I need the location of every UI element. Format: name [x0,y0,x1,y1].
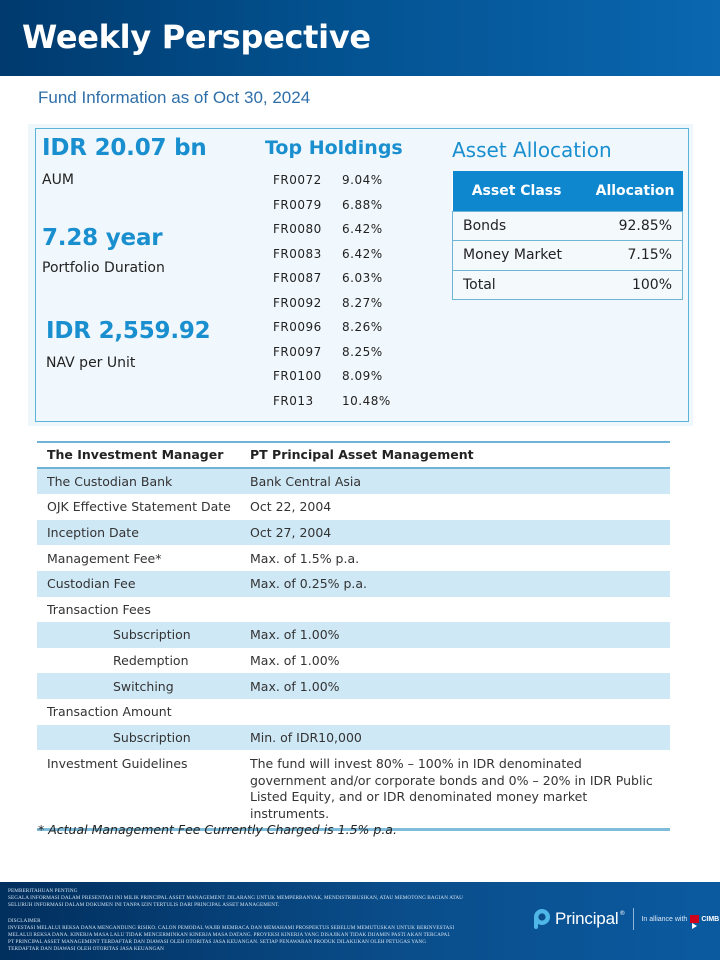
holding-row [273,168,423,193]
detail-label: Investment Guidelines [47,756,188,772]
holding-name: FR0096 [273,320,322,335]
holding-pct: 10.48% [342,393,391,408]
holding-pct: 6.88% [342,197,383,212]
important-notice [8,888,463,909]
detail-value: PT Principal Asset Management [250,447,474,463]
allocation-cell: 7.15% [581,241,683,271]
detail-row-custodian-fee [37,571,670,597]
holding-row [273,193,423,218]
nav-value: IDR 2,559.92 [46,318,211,344]
detail-value: Min. of IDR10,000 [250,729,362,745]
alliance-text: In alliance with [641,915,688,923]
allocation-cell: 100% [581,270,683,300]
disclaimer-title: DISCLAIMER [8,918,41,924]
detail-value: Max. of 1.00% [250,678,340,694]
detail-label: Management Fee* [47,550,162,566]
holding-name: FR0072 [273,173,322,188]
detail-row-transaction-amount [37,699,670,725]
detail-label: Redemption [113,653,189,669]
holding-row [273,266,423,291]
holding-pct: 6.42% [342,222,383,237]
detail-value: The fund will invest 80% – 100% in IDR denominated government and/or corporate bonds and 0% – 20% in IDR Public Listed Equity, and or IDR denominated money market instruments. [250,756,653,821]
detail-value: Max. of 1.00% [250,653,340,669]
detail-value: Bank Central Asia [250,473,362,489]
detail-row-min-subscription [37,725,670,751]
disclaimer-text: INVESTASI MELALUI REKSA DANA MENGANDUNG RISIKO. CALON PEMODAL WAJIB MEMBACA DAN MEMAHAMI PROSPEKTUS SEBELUM MEMUTUSKAN UNTUK BERINVESTASI [8,925,455,931]
page-title: Weekly Perspective [22,18,371,56]
logo-divider [633,908,634,930]
detail-row-investment-manager [37,443,670,469]
allocation-total-row [453,270,683,300]
detail-value: Max. of 1.5% p.a. [250,550,360,566]
holding-name: FR0092 [273,295,322,310]
principal-logo [533,907,719,931]
detail-label: Transaction Fees [47,601,151,617]
holding-pct: 9.04% [342,173,383,188]
holding-name: FR0079 [273,197,322,212]
holding-name: FR0087 [273,271,322,286]
header-banner [0,0,720,76]
asset-class-cell: Money Market [453,241,581,271]
duration-label: Portfolio Duration [42,260,165,276]
detail-label: OJK Effective Statement Date [47,499,231,515]
holding-row [273,315,423,340]
holding-name: FR013 [273,393,314,408]
disclaimer-text: MELALUI REKSA DANA. KINERJA MASA LALU TIDAK MENCERMINKAN KINERJA MASA DATANG. PROYEKSI KINERJA YANG DISAJIKAN TIDAK DIJAMIN PASTI AKAN TERCAPAI. [8,932,451,938]
detail-label: Custodian Fee [47,576,136,592]
allocation-row [453,211,683,241]
detail-label: The Investment Manager [47,447,224,463]
holding-name: FR0083 [273,246,322,261]
asset-allocation-title: Asset Allocation [452,138,612,162]
disclaimer-text: TERDAFTAR DAN DIAWASI OLEH OTORITAS JASA KEUANGAN [8,946,165,952]
asset-class-cell: Bonds [453,211,581,241]
detail-row-transaction-fees [37,597,670,623]
holding-row [273,291,423,316]
detail-label: Inception Date [47,525,139,541]
holding-row [273,217,423,242]
fund-info-subtitle: Fund Information as of Oct 30, 2024 [38,88,311,107]
asset-allocation-table [452,171,683,300]
detail-label: The Custodian Bank [47,473,173,489]
holding-pct: 8.27% [342,295,383,310]
notice-text: SEGALA INFORMASI DALAM PRESENTASI INI MILIK PRINCIPAL ASSET MANAGEMENT. DILARANG UNTUK MEMPERBANYAK, MENDISTRIBUSIKAN, ATAU MEMOTONG BAGIAN ATAU [8,895,464,901]
holding-name: FR0080 [273,222,322,237]
notice-title: PEMBERITAHUAN PENTING [8,888,78,894]
cimb-logo-text: CIMB [701,915,720,923]
nav-label: NAV per Unit [46,355,136,371]
holding-pct: 8.09% [342,369,383,384]
detail-value: Oct 27, 2004 [250,525,332,541]
disclaimer-text: PT PRINCIPAL ASSET MANAGEMENT TERDAFTAR DAN DIAWASI OLEH OTORITAS JASA KEUANGAN. SETIAP PENAWARAN PRODUK DILAKUKAN OLEH PETUGAS YANG [8,939,427,945]
holding-row [273,364,423,389]
top-holdings-list [273,168,423,413]
holding-pct: 8.26% [342,320,383,335]
detail-value: Oct 22, 2004 [250,499,332,515]
fund-details-table [37,441,670,831]
detail-row-switching-fee [37,673,670,699]
holding-row [273,340,423,365]
detail-row-subscription-fee [37,622,670,648]
cimb-logo-icon [690,915,699,923]
holding-pct: 6.42% [342,246,383,261]
duration-value: 7.28 year [42,225,163,251]
holding-name: FR0097 [273,344,322,359]
detail-value: Max. of 1.00% [250,627,340,643]
holding-pct: 8.25% [342,344,383,359]
detail-row-investment-guidelines [37,750,670,828]
top-holdings-title: Top Holdings [265,137,403,159]
detail-row-management-fee [37,545,670,571]
asset-class-cell: Total [453,270,581,300]
notice-text: SELURUH INFORMASI DALAM DOKUMEN INI TANPA IZIN TERTULIS DARI PRINCIPAL ASSET MANAGEMENT. [8,902,280,908]
footer-banner [0,882,720,960]
detail-label: Switching [113,678,174,694]
holding-row [273,242,423,267]
principal-logo-text: Principal [555,909,619,928]
column-header-asset-class: Asset Class [453,171,581,211]
detail-label: Transaction Amount [47,704,172,720]
detail-row-inception-date [37,520,670,546]
disclaimer [8,918,454,953]
registered-mark: ® [619,910,626,917]
holding-name: FR0100 [273,369,322,384]
aum-label: AUM [42,172,74,188]
allocation-cell: 92.85% [581,211,683,241]
detail-label: Subscription [113,627,191,643]
detail-label: Subscription [113,729,191,745]
detail-row-redemption-fee [37,648,670,674]
allocation-row [453,241,683,271]
asset-allocation-header-row [453,171,683,211]
detail-row-ojk-date [37,494,670,520]
holding-pct: 6.03% [342,271,383,286]
detail-value: Max. of 0.25% p.a. [250,576,368,592]
detail-row-custodian-bank [37,469,670,495]
management-fee-footnote: * Actual Management Fee Currently Charged is 1.5% p.a. [38,822,397,837]
aum-value: IDR 20.07 bn [42,135,207,161]
column-header-allocation: Allocation [581,171,683,211]
principal-logo-icon [533,908,551,930]
holding-row [273,389,423,414]
